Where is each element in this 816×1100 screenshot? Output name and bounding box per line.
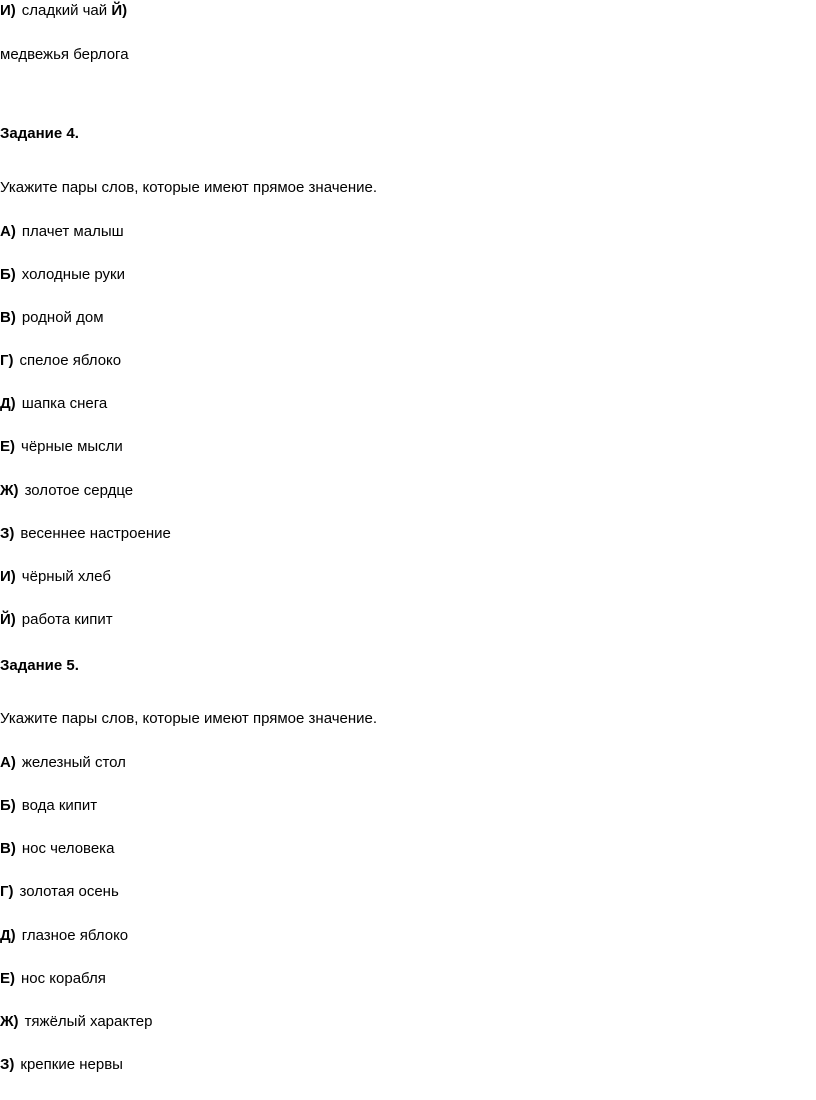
task4-item <box>0 265 125 285</box>
task4-item <box>0 437 123 457</box>
task5-item <box>0 882 119 902</box>
task5-title: Задание 5. <box>0 657 79 674</box>
option-label: Е) <box>0 970 15 987</box>
top-line-1 <box>0 1 127 21</box>
option-label: А) <box>0 223 16 240</box>
option-label: З) <box>0 525 15 542</box>
option-text: нос человека <box>21 840 115 857</box>
option-text: родной дом <box>21 309 104 326</box>
option-text: вода кипит <box>21 797 98 814</box>
option-label: Д) <box>0 395 16 412</box>
task5-item <box>0 1055 123 1075</box>
option-label: Б) <box>0 797 16 814</box>
option-label: Е) <box>0 438 15 455</box>
task4-item <box>0 567 111 587</box>
task5-item <box>0 839 114 859</box>
task5-item <box>0 969 106 989</box>
option-label: И) <box>0 2 16 19</box>
option-text: тяжёлый характер <box>24 1013 153 1030</box>
option-text: холодные руки <box>21 266 126 283</box>
task4-item <box>0 308 104 328</box>
option-text: плачет малыш <box>21 223 124 240</box>
option-label: И) <box>0 568 16 585</box>
option-label: А) <box>0 754 16 771</box>
task5-item <box>0 753 126 773</box>
option-label: Г) <box>0 352 14 369</box>
option-text: спелое яблоко <box>19 352 122 369</box>
option-text: сладкий чай <box>21 2 108 19</box>
top-line-2 <box>0 45 129 65</box>
option-text: глазное яблоко <box>21 927 129 944</box>
task4-item <box>0 222 124 242</box>
option-text: чёрные мысли <box>21 438 123 455</box>
task5-item <box>0 1012 153 1032</box>
option-text: золотая осень <box>19 883 119 900</box>
task4-item <box>0 394 107 414</box>
task5-item <box>0 926 128 946</box>
option-label: З) <box>0 1056 15 1073</box>
option-text: чёрный хлеб <box>21 568 111 585</box>
option-label: Й) <box>0 611 16 628</box>
option-label: Б) <box>0 266 16 283</box>
task5-prompt: Укажите пары слов, которые имеют прямое значение. <box>0 710 378 727</box>
option-text: медвежья берлога <box>0 46 129 63</box>
option-text: золотое сердце <box>24 482 134 499</box>
option-label: В) <box>0 309 16 326</box>
option-label: Г) <box>0 883 14 900</box>
option-text: железный стол <box>21 754 126 771</box>
task4-item <box>0 524 171 544</box>
task4-prompt: Укажите пары слов, которые имеют прямое значение. <box>0 179 378 196</box>
option-label: В) <box>0 840 16 857</box>
task4-title: Задание 4. <box>0 125 79 142</box>
task4-item <box>0 481 133 501</box>
option-text: шапка снега <box>21 395 108 412</box>
option-text: весеннее настроение <box>20 525 171 542</box>
option-text: крепкие нервы <box>20 1056 123 1073</box>
task4-item <box>0 351 121 371</box>
option-label: Й) <box>111 2 128 19</box>
task4-item <box>0 610 113 630</box>
option-label: Ж) <box>0 1013 19 1030</box>
option-label: Д) <box>0 927 16 944</box>
task5-item <box>0 796 97 816</box>
option-text: нос корабля <box>21 970 106 987</box>
option-text: работа кипит <box>21 611 113 628</box>
option-label: Ж) <box>0 482 19 499</box>
